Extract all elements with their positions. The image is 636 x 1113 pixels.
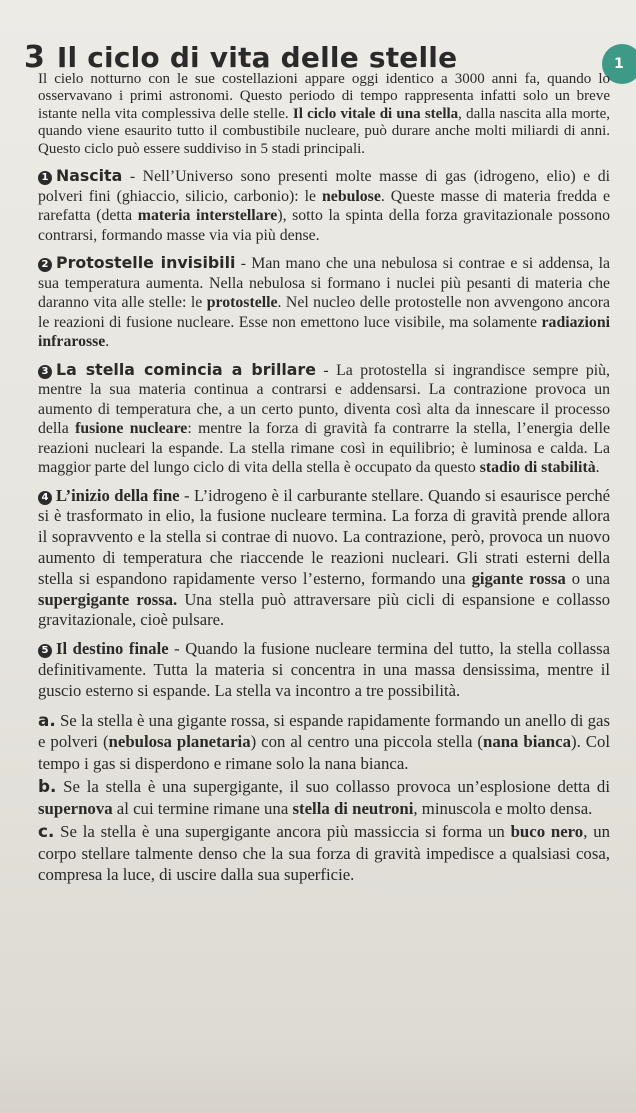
- page-badge: 1: [602, 44, 636, 84]
- possibility-text: ) con al centro una piccola stella (: [250, 732, 483, 751]
- stage-keyword: nebulose: [322, 187, 381, 205]
- stage-text: . Nel nucleo delle protostelle non avvengono ancora le reazioni di fusione nucleare. Esse non emettono luce visibile, ma solamente: [38, 294, 610, 331]
- body-text: [38, 71, 610, 888]
- possibility-text: Se la stella è una gigante rossa, si espande rapidamente formando un anello di gas e polveri (: [38, 710, 610, 751]
- possibility-text: ). Col tempo i gas si disperdono e rimane solo la nana bianca.: [38, 732, 610, 773]
- stage-keyword: fusione nucleare: [75, 420, 188, 438]
- stage-text: - Nell’Universo sono presenti molte masse di gas (idrogeno, elio) e di polveri fini (ghiaccio, silicio, carbonio): le: [38, 168, 610, 205]
- stage-keyword: radiazioni infrarosse: [38, 313, 610, 351]
- stage-text: o una: [565, 568, 610, 588]
- possibility-letter: c.: [38, 821, 55, 841]
- possibility-keyword: nebulosa planetaria: [108, 732, 251, 751]
- stage-keyword: protostelle: [206, 294, 278, 312]
- stage-number-badge: 2: [38, 258, 52, 272]
- stage-4: [38, 486, 610, 632]
- possibility-text: Se la stella è una supergigante ancora più massiccia si forma un: [54, 822, 511, 841]
- stage-3: [38, 360, 610, 478]
- possibility-c: [38, 821, 610, 886]
- stage-text: - L’idrogeno è il carburante stellare. Quando si esaurisce perché si è trasformato in elio, la fusione nucleare termina. La forza di gravità prende allora il sopravvento e la stella si contrae di nuovo. La contrazione, però, provoca un nuovo aumento di temperatura che riaccende le reazioni nucleari. Gli strati esterni della stella si espandono rapidamente verso l’esterno, formando una: [38, 485, 610, 588]
- stage-number-badge: 1: [38, 171, 52, 185]
- stage-number-badge: 3: [38, 365, 52, 379]
- intro-text: Il cielo notturno con le sue costellazioni appare oggi identico a 3000 anni fa, quando lo osservavano i primi astronomi. Questo periodo di tempo rappresenta infatti solo un breve istante nella vita complessiva delle stelle.: [38, 71, 610, 122]
- stage-keyword: gigante rossa: [471, 568, 566, 588]
- stage-text: - Man mano che una nebulosa si contrae e si addensa, la sua temperatura aumenta. Nella nebulosa si formano i nuclei più pesanti di materia che daranno vita alle stelle: le: [38, 255, 610, 312]
- possibility-keyword: buco nero: [510, 822, 584, 841]
- stage-5: [38, 639, 610, 701]
- section-number: 3: [24, 40, 45, 75]
- stage-title: Il destino finale: [56, 639, 169, 659]
- stage-text: - La protostella si ingrandisce sempre più, mentre la sua materia continua a contrarsi e addensarsi. La contrazione provoca un aumento di temperatura che, a un certo punto, diventa così alta da innescare il processo della: [38, 361, 610, 438]
- stage-title: La stella comincia a brillare: [56, 359, 316, 379]
- stage-title: Protostelle invisibili: [56, 253, 236, 273]
- possibility-keyword: supernova: [38, 798, 113, 818]
- stage-text: . Queste masse di materia fredda e rarefatta (detta: [38, 187, 610, 225]
- stage-text: .: [105, 333, 110, 351]
- intro-keyword: Il ciclo vitale di una stella: [292, 105, 459, 122]
- stage-keyword: materia interstellare: [137, 207, 278, 225]
- possibility-keyword: stella di neutroni: [292, 798, 414, 818]
- possibility-keyword: nana bianca: [483, 732, 571, 751]
- section-title: Il ciclo di vita delle stelle: [56, 41, 458, 74]
- possibility-text: , minuscola e molto densa.: [413, 798, 593, 818]
- stage-title: L’inizio della fine: [56, 485, 180, 505]
- stage-1: [38, 166, 610, 245]
- stage-text: : mentre la forza di gravità fa contrarre la stella, l’energia delle reazioni nucleari la espande. La stella rimane così in equilibrio; è luminosa e calda. La maggior parte del lungo ciclo di vita della stella è occupato da questo: [38, 420, 610, 477]
- stage-2: [38, 253, 610, 352]
- stage-number-badge: 5: [38, 644, 52, 658]
- page-shadow: [0, 1050, 636, 1113]
- possibility-letter: b.: [38, 776, 57, 796]
- possibility-letter: a.: [38, 709, 56, 730]
- stage-keyword: supergigante rossa.: [38, 589, 178, 609]
- possibility-text: , un corpo stellare talmente denso che la sua forza di gravità impedisce a qualsiasi cosa, compresa la luce, di uscire dalla sua superficie.: [38, 822, 610, 884]
- stage-text: - Quando la fusione nucleare termina del tutto, la stella collassa definitivamente. Tutta la materia si concentra in una massa densissima, mentre il guscio esterno si espande. La stella va incontro a tre possibilità.: [38, 639, 611, 700]
- stage-text: .: [595, 459, 600, 477]
- stage-keyword: stadio di stabilità: [479, 459, 596, 477]
- stage-text: ), sotto la spinta della forza gravitazionale possono contrarsi, formando masse via via più dense.: [38, 207, 611, 244]
- stage-title: Nascita: [56, 166, 123, 186]
- intro-paragraph: [38, 71, 610, 158]
- possibility-text: al cui termine rimane una: [112, 798, 293, 818]
- intro-text-2: , dalla nascita alla morte, quando viene esaurito tutto il combustibile nucleare, può durare anche molti miliardi di anni. Questo ciclo può essere suddiviso in 5 stadi principali.: [38, 105, 611, 157]
- possibility-text: Se la stella è una supergigante, il suo collasso provoca un’esplosione detta di: [56, 777, 610, 796]
- stage-text: Una stella può attraversare più cicli di espansione e collasso gravitazionale, cioè pulsare.: [38, 589, 610, 630]
- stage-number-badge: 4: [38, 491, 52, 505]
- possibility-b: [38, 776, 610, 819]
- possibility-a: [38, 710, 610, 775]
